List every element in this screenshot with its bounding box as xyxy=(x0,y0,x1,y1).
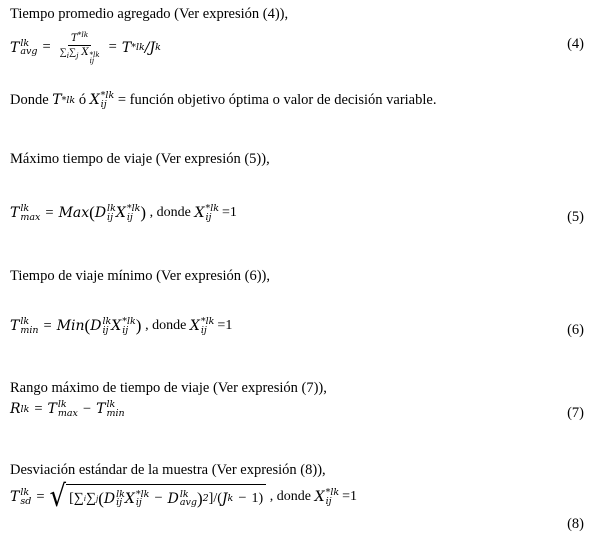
eq8-condition: , donde xyxy=(269,489,311,504)
fraction: $T^{*lk}$ $\sum_i\sum_j$ X *lk ij xyxy=(59,30,100,65)
equation-number-6: (6) xyxy=(567,322,584,338)
equation-number-7: (7) xyxy=(567,405,584,421)
text-max-time-intro: Máximo tiempo de viaje (Ver expresión (5)), xyxy=(10,151,270,167)
equation-7: R lk = T lk max − T lk min xyxy=(10,399,125,419)
equation-number-8: (8) xyxy=(567,516,584,532)
equation-4: T lk avg = $T^{*lk}$ $\sum_i\sum_j$ X *lk ij = T *lk /J k xyxy=(10,30,161,65)
definition-suffix: = función objetivo óptima o valor de decisión variable. xyxy=(117,91,437,108)
eq8-condition-value: =1 xyxy=(342,489,358,504)
eq5-condition: , donde xyxy=(149,205,191,220)
text-definition: Donde T *lk ó X *lk ij = función objetivo óptima o valor de decisión variable. xyxy=(10,90,437,110)
equation-5: T lk max = Max ( D lk ij X *lk ij ) , donde X *lk ij =1 xyxy=(10,203,237,223)
square-root: √ [∑ i ∑ j ( D lk ij X *lk ij − D lk avg ) 2 ]/( J k − 1) xyxy=(50,484,267,510)
text-avg-time-intro: Tiempo promedio agregado (Ver expresión (4)), xyxy=(10,6,289,22)
equation-6: T lk min = Min ( D lk ij X *lk ij ) , donde X *lk ij =1 xyxy=(10,316,233,336)
eq5-condition-value: =1 xyxy=(222,205,237,220)
text-stddev-intro: Desviación estándar de la muestra (Ver expresión (8)), xyxy=(10,462,326,478)
definition-prefix: Donde xyxy=(10,91,49,108)
text-min-time-intro: Tiempo de viaje mínimo (Ver expresión (6)), xyxy=(10,268,271,284)
equation-8: T lk sd = √ [∑ i ∑ j ( D lk ij X *lk ij − D lk avg ) 2 ]/( J k − 1) , donde X *lk ij =1 xyxy=(10,479,358,515)
definition-or: ó xyxy=(78,91,87,108)
equation-number-5: (5) xyxy=(567,209,584,225)
text-range-intro: Rango máximo de tiempo de viaje (Ver expresión (7)), xyxy=(10,380,327,396)
equation-number-4: (4) xyxy=(567,36,584,52)
eq6-condition-value: =1 xyxy=(217,318,233,333)
eq6-condition: , donde xyxy=(145,318,187,333)
